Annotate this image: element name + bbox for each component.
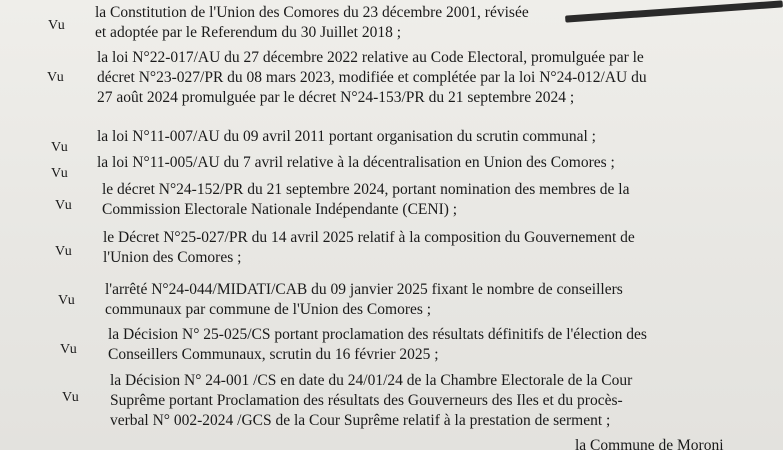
entry-line: la Constitution de l'Union des Comores du 23 décembre 2001, révisée — [95, 4, 529, 21]
strikethrough-mark — [565, 0, 783, 22]
entry-line: la Décision N° 24-001 /CS en date du 24/01/24 de la Chambre Electorale de la Cour — [110, 372, 633, 389]
entry-line: le Décret N°25-027/PR du 14 avril 2025 relatif à la composition du Gouvernement de — [103, 229, 635, 246]
entry-line: l'Union des Comores ; — [103, 249, 242, 266]
entry-line: la loi N°11-007/AU du 09 avril 2011 portant organisation du scrutin communal ; — [97, 128, 596, 145]
entry-line: l'arrêté N°24-044/MIDATI/CAB du 09 janvier 2025 fixant le nombre de conseillers — [105, 281, 623, 298]
entry-line: la loi N°22-017/AU du 27 décembre 2022 relative au Code Electoral, promulguée par le — [97, 49, 644, 66]
vu-label: Vu — [47, 70, 65, 85]
vu-label: Vu — [51, 166, 69, 181]
entry-line: la Décision N° 25-025/CS portant proclamation des résultats définitifs de l'élection des — [108, 326, 647, 343]
entry-line: Commission Electorale Nationale Indépendante (CENI) ; — [102, 201, 458, 218]
entry-line: et adoptée par le Referendum du 30 Juillet 2018 ; — [95, 24, 402, 41]
vu-label: Vu — [60, 342, 78, 357]
vu-label: Vu — [55, 198, 73, 213]
vu-label: Vu — [48, 18, 66, 33]
vu-label: Vu — [62, 390, 80, 405]
entry-line: Suprême portant Proclamation des résultats des Gouverneurs des Iles et du procès- — [110, 392, 623, 409]
entry-line: la loi N°11-005/AU du 7 avril relative à la décentralisation en Union des Comores ; — [97, 154, 615, 171]
entry-line: décret N°23-027/PR du 08 mars 2023, modifiée et complétée par la loi N°24-012/AU du — [97, 69, 647, 86]
entry-line: 27 août 2024 promulguée par le décret N°24-153/PR du 21 septembre 2024 ; — [97, 89, 575, 106]
entry-line: le décret N°24-152/PR du 21 septembre 2024, portant nomination des membres de la — [102, 181, 630, 198]
entry-line: la Commune de Moroni — [575, 437, 724, 450]
vu-label: Vu — [55, 244, 73, 259]
entry-line: verbal N° 002-2024 /GCS de la Cour Suprême relatif à la prestation de serment ; — [110, 412, 611, 429]
entry-line: Conseillers Communaux, scrutin du 16 février 2025 ; — [108, 346, 439, 363]
entry-line: communaux par commune de l'Union des Comores ; — [105, 301, 432, 318]
vu-label: Vu — [58, 293, 76, 308]
vu-label: Vu — [51, 140, 69, 155]
